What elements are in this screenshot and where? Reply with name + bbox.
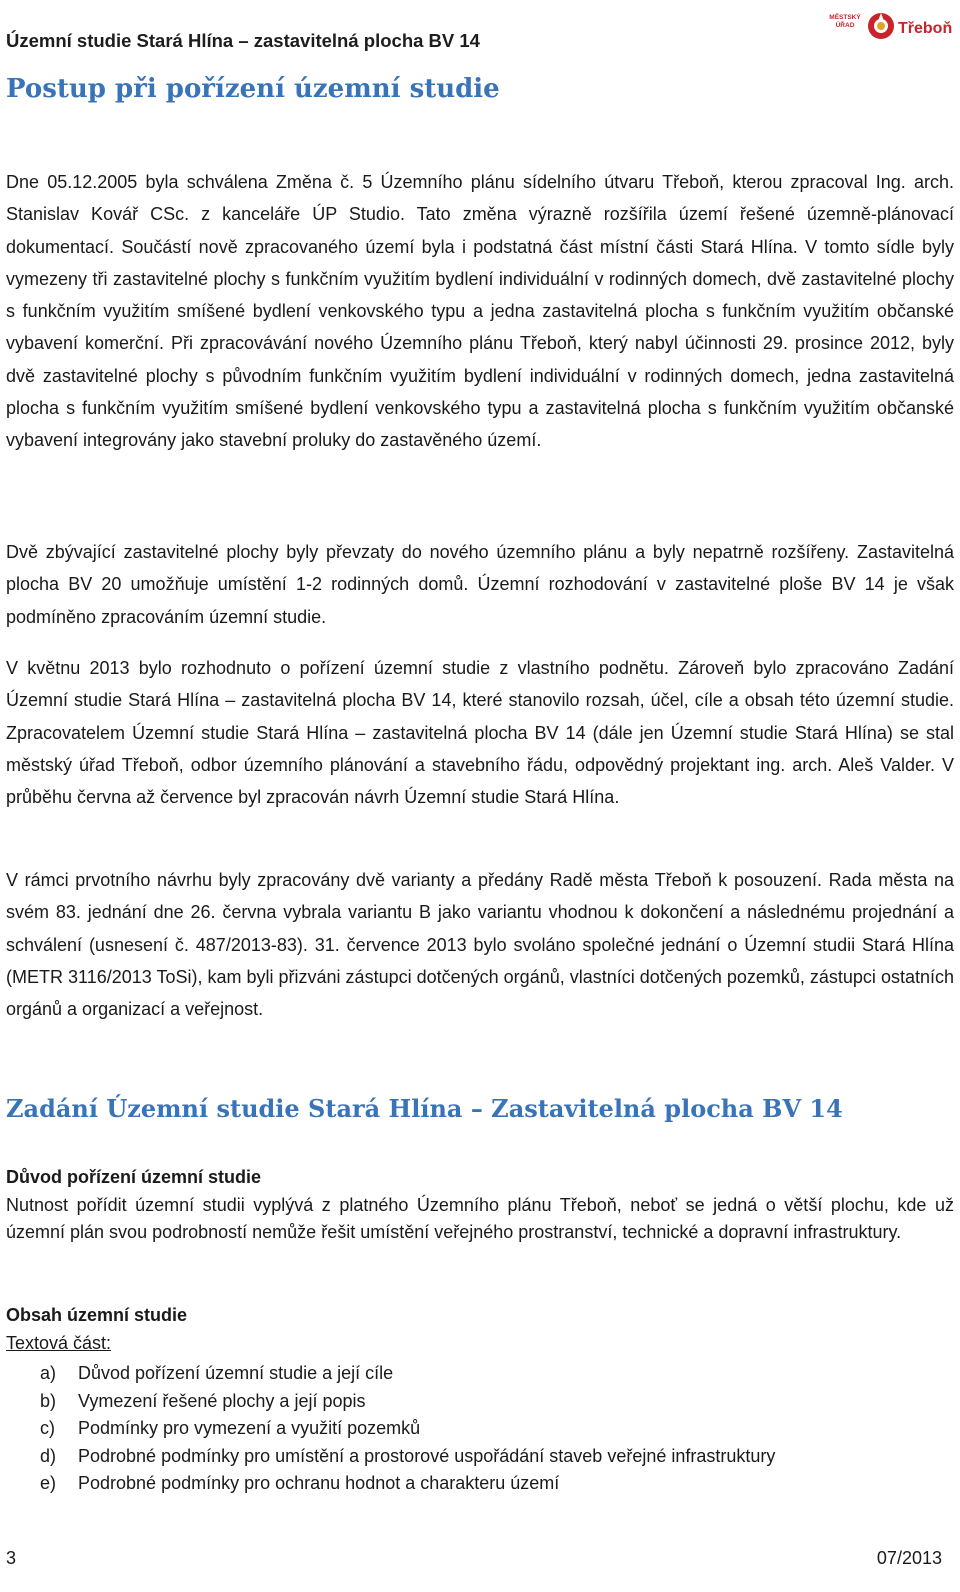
paragraph-1: Dne 05.12.2005 byla schválena Změna č. 5 Územního plánu sídelního útvaru Třeboň, kterou zpracoval Ing. arch. Stanislav Kovář CSc. z kanceláře ÚP Studio. Tato změna výrazně rozšířila území řešené územně-plánovací dokumentací. Součástí nově zpracovaného území byla i podstatná část místní části Stará Hlína. V tomto sídle byly vymezeny tři zastavitelné plochy s funkčním využitím bydlení individuální v rodinných domech, dvě zastavitelné plochy s funkčním využitím smíšené bydlení venkovského typu a jedna zastavitelná plocha s funkčním využitím občanské vybavení komerční. Při zpracovávání nového Územního plánu Třeboň, který nabyl účinnosti 29. prosince 2012, byly dvě zastavitelné plochy s původním funkčním využitím bydlení individuální v rodinných domech, jedna zastavitelná plocha s funkčním využitím smíšené bydlení venkovského typu a zastavitelná plocha s funkčním využitím občanské vybavení integrovány jako stavební proluky do zastavěného území. (6, 172, 954, 451)
paragraph-2: Dvě zbývající zastavitelné plochy byly převzaty do nového územního plánu a byly nepatrně rozšířeny. Zastavitelná plocha BV 20 umožňuje umístění 1-2 rodinných domů. Územní rozhodování v zastavitelné ploše BV 14 je však podmíněno zpracováním územní studie. (6, 542, 954, 627)
reason-title: Důvod pořízení územní studie (6, 1167, 262, 1187)
list-item: e) Podrobné podmínky pro ochranu hodnot a charakteru území (40, 1473, 560, 1493)
paragraph-4: V rámci prvotního návrhu byly zpracovány dvě varianty a předány Radě města Třeboň k posouzení. Rada města na svém 83. jednání dne 26. června vybrala variantu B jako variantu vhodnou k dokončení a následnému projednání a schválení (usnesení č. 487/2013-83). 31. července 2013 bylo svoláno společné jednání o Územní studii Stará Hlína (METR 3116/2013 ToSi), kam byli přizváni zástupci dotčených orgánů, vlastníci dotčených pozemků, zástupci ostatních orgánů a organizací a veřejnost. (6, 870, 954, 1020)
reason-text: Nutnost pořídit územní studii vyplývá z platného Územního plánu Třeboň, neboť se jedná o větší plochu, kde už územní plán svou podrobností nemůže řešit umístění veřejného prostranství, technické a dopravní infrastruktury. (6, 1194, 954, 1242)
section-heading-procedure: Postup při pořízení územní studie (6, 74, 500, 104)
logo-small-text: MĚSTSKÝ ÚŘAD (829, 14, 861, 29)
footer-date: 07/2013 (876, 1548, 942, 1568)
list-item: c) Podmínky pro vymezení a využití pozemků (40, 1418, 421, 1438)
list-item: d) Podrobné podmínky pro umístění a prostorové uspořádání staveb veřejné infrastruktury (40, 1445, 776, 1466)
list-item: a) Důvod pořízení územní studie a její cíle (40, 1363, 394, 1383)
list-item: b) Vymezení řešené plochy a její popis (40, 1390, 366, 1411)
header-title: Územní studie Stará Hlína – zastavitelná plocha BV 14 (6, 30, 480, 51)
rose-icon (866, 11, 896, 41)
paragraph-3: V květnu 2013 bylo rozhodnuto o pořízení územní studie z vlastního podnětu. Zároveň bylo zpracováno Zadání Územní studie Stará Hlína – zastavitelná plocha BV 14, které stanovilo rozsah, účel, cíle a obsah této územní studie. Zpracovatelem Územní studie Stará Hlína – zastavitelná plocha BV 14 (dále jen Územní studie Stará Hlína) se stal městský úřad Třeboň, odbor územního plánování a stavebního řádu, odpovědný projektant ing. arch. Aleš Valder. V průběhu června až července byl zpracován návrh Územní studie Stará Hlína. (6, 658, 954, 808)
section-heading-assignment: Zadání Územní studie Stará Hlína – Zastavitelná plocha BV 14 (6, 1094, 843, 1123)
page-number: 3 (6, 1548, 17, 1568)
content-block (6, 1302, 954, 1357)
logo-name: Třeboň (898, 20, 953, 37)
page-header (6, 14, 954, 68)
content-title: Obsah územní studie (6, 1305, 188, 1325)
content-subtitle: Textová část: (6, 1332, 112, 1353)
city-logo (828, 8, 953, 52)
reason-block (6, 1164, 954, 1247)
content-list (40, 1360, 775, 1498)
